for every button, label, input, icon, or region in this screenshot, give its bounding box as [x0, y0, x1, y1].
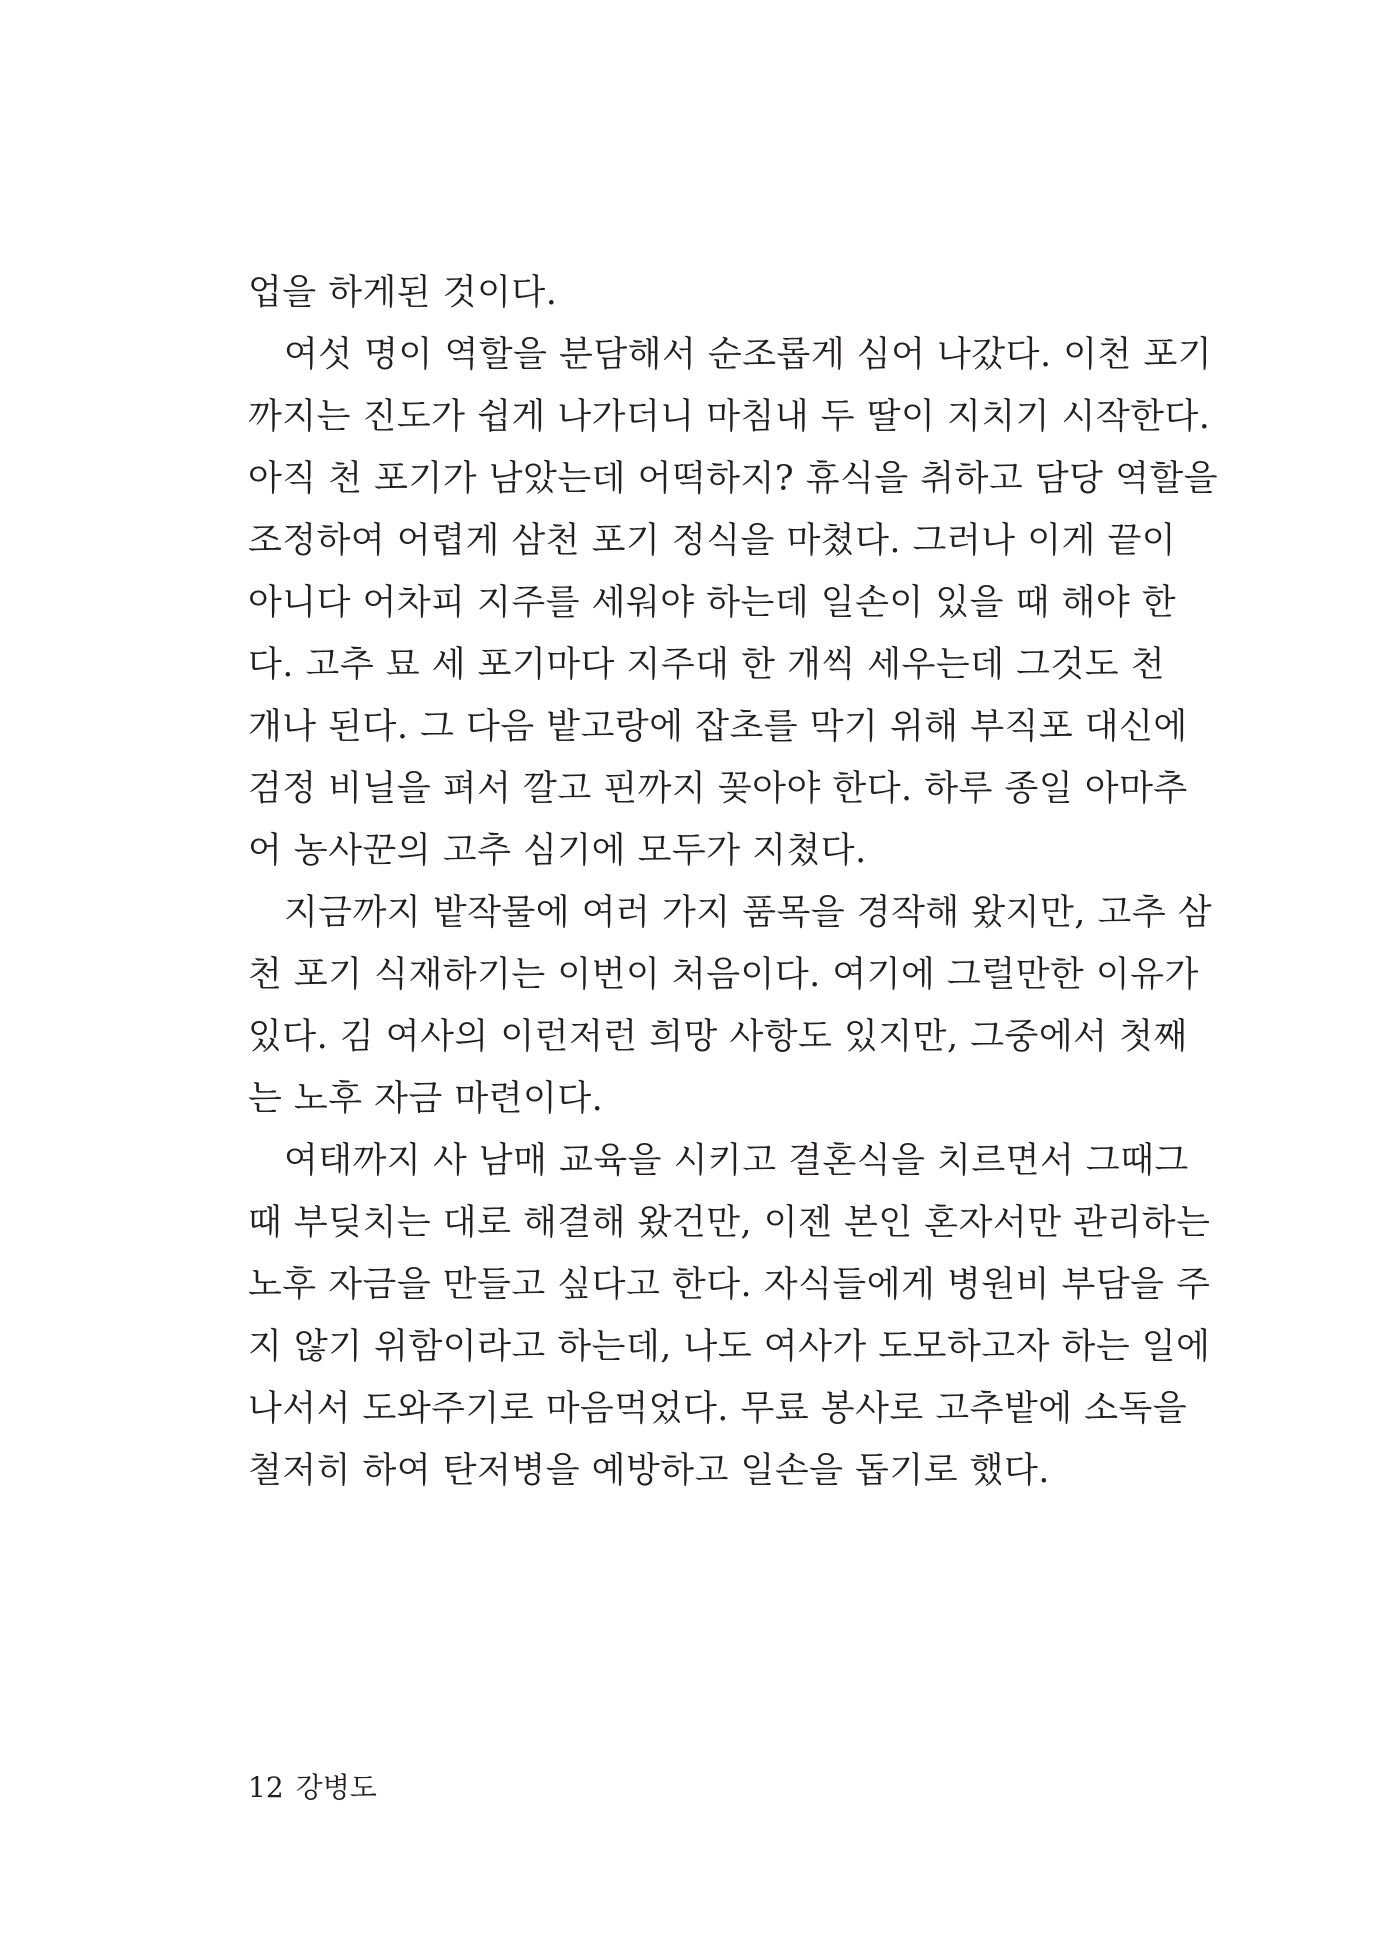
text-line: 다. 고추 묘 세 포기마다 지주대 한 개씩 세우는데 그것도 천	[248, 645, 1166, 685]
text-line: 까지는 진도가 쉽게 나가더니 마침내 두 딸이 지치기 시작한다.	[248, 397, 1211, 437]
text-line: 업을 하게된 것이다.	[248, 273, 558, 313]
page-number: 12	[248, 1771, 284, 1804]
text-line: 는 노후 자금 마련이다.	[248, 1079, 604, 1119]
text-line: 조정하여 어렵게 삼천 포기 정식을 마쳤다. 그러나 이게 끝이	[248, 521, 1177, 561]
text-line: 있다. 김 여사의 이런저런 희망 사항도 있지만, 그중에서 첫째	[248, 1017, 1188, 1057]
running-title: 강병도	[295, 1771, 377, 1804]
text-line: 검정 비닐을 펴서 깔고 핀까지 꽂아야 한다. 하루 종일 아마추	[248, 769, 1188, 809]
text-line: 아니다 어차피 지주를 세워야 하는데 일손이 있을 때 해야 한	[248, 583, 1177, 623]
page-footer	[248, 1768, 377, 1808]
text-line: 여섯 명이 역할을 분담해서 순조롭게 심어 나갔다. 이천 포기	[284, 335, 1213, 375]
body-text	[248, 262, 1219, 1502]
text-line: 나서서 도와주기로 마음먹었다. 무료 봉사로 고추밭에 소독을	[248, 1389, 1188, 1429]
text-line: 어 농사꾼의 고추 심기에 모두가 지쳤다.	[248, 831, 867, 871]
text-line: 철저히 하여 탄저병을 예방하고 일손을 돕기로 했다.	[248, 1451, 1050, 1491]
text-line: 때 부딪치는 대로 해결해 왔건만, 이젠 본인 혼자서만 관리하는	[248, 1203, 1211, 1243]
text-line: 노후 자금을 만들고 싶다고 한다. 자식들에게 병원비 부담을 주	[248, 1265, 1211, 1305]
text-line: 지금까지 밭작물에 여러 가지 품목을 경작해 왔지만, 고추 삼	[284, 893, 1213, 933]
text-line: 여태까지 사 남매 교육을 시키고 결혼식을 치르면서 그때그	[284, 1141, 1189, 1181]
text-line: 개나 된다. 그 다음 밭고랑에 잡초를 막기 위해 부직포 대신에	[248, 707, 1188, 747]
text-line: 아직 천 포기가 남았는데 어떡하지? 휴식을 취하고 담당 역할을	[248, 459, 1219, 499]
text-line: 지 않기 위함이라고 하는데, 나도 여사가 도모하고자 하는 일에	[248, 1327, 1211, 1367]
text-line: 천 포기 식재하기는 이번이 처음이다. 여기에 그럴만한 이유가	[248, 955, 1199, 995]
